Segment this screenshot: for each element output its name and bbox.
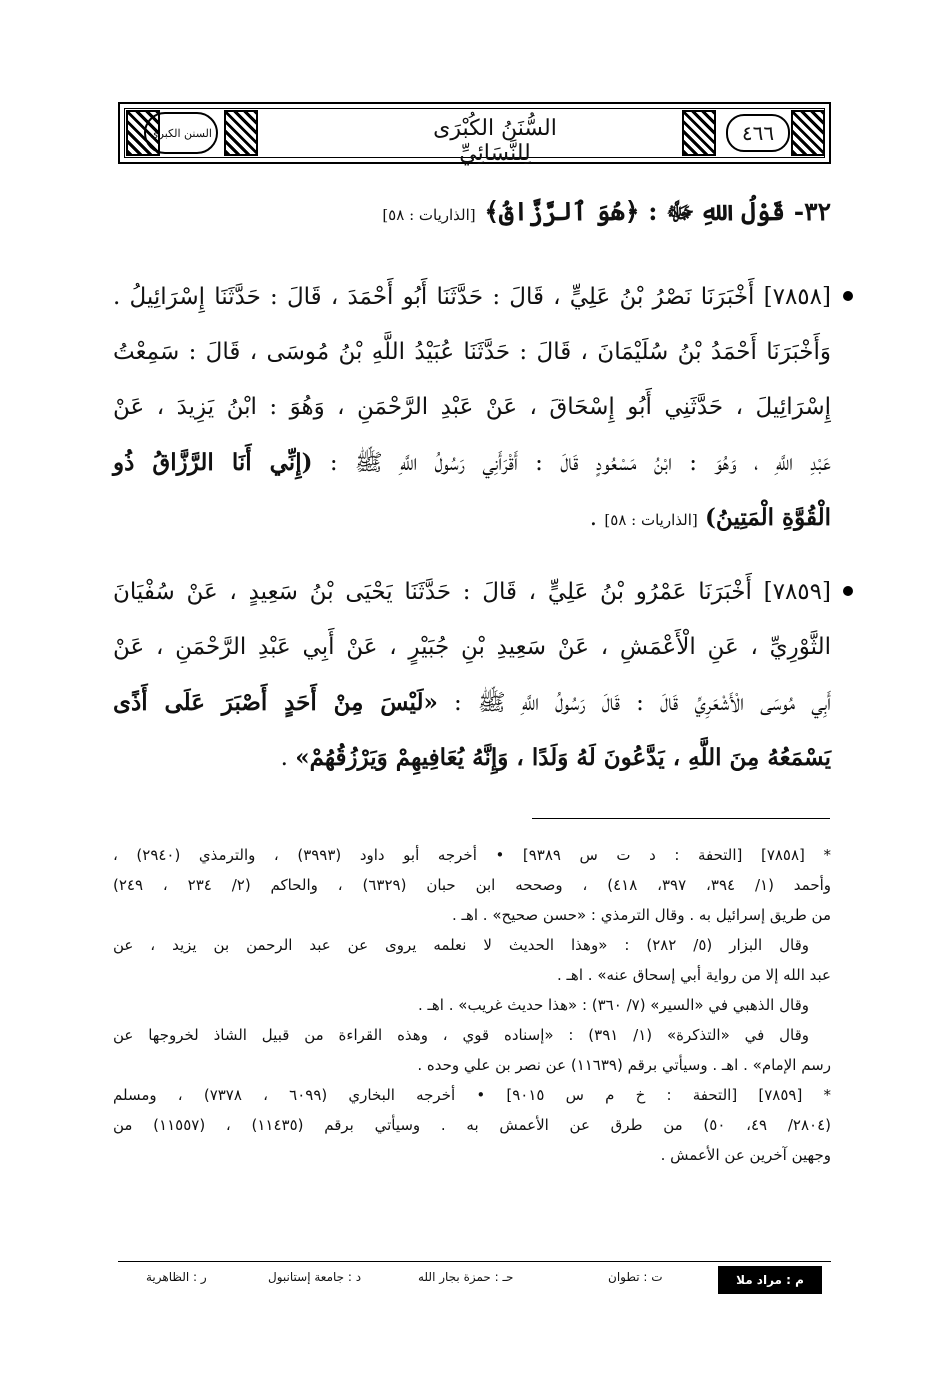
page-header [118, 102, 831, 164]
footnote-line: وقال الذهبي في «السير» (٧/ ٣٦٠) : «هذا حديث غريب» . اهـ . [417, 996, 809, 1014]
hadith-line [113, 675, 831, 730]
ornament-knot-icon [682, 110, 716, 156]
quran-quote: (إِنِّي أَنَا الرَّزَّاقُ ذُو [113, 449, 313, 476]
hadith-line [113, 730, 831, 785]
footer-separator [118, 1261, 831, 1262]
footnote-line: وقال البزار (٥/ ٢٨٢) : «وهذا الحديث لا نعلمه يروى عن عبد الرحمن بن يزيد ، عن [113, 936, 809, 954]
footnote-line: وقال في «التذكرة» (١/ ٣٩١) : «إسناده قوي ، وهذه القراءة من قبيل الشاذ لخروجها عن [113, 1026, 809, 1044]
hadith-7859 [113, 565, 831, 785]
page-number: ٤٦٦ [726, 114, 790, 152]
bullet-icon [843, 291, 853, 301]
manuscript-key [118, 1266, 831, 1294]
quran-quote: الْقُوَّةِ الْمَتِينُ) [705, 504, 831, 531]
hadith-line: [٧٨٥٩] أَخْبَرَنَا عَمْرُو بْنُ عَلِيٍّ ، قَالَ : حَدَّثَنَا يَحْيَى بْنُ سَعِيدٍ ، عَنْ سُفْيَانَ [113, 579, 831, 605]
footnote-line: وجهين آخرين عن الأعمش . [660, 1146, 831, 1164]
footnote-line: * [٧٨٥٩] [التحفة : خ م س ٩٠١٥] • أخرجه البخاري (٦٠٩٩ ، ٧٣٧٨) ، ومسلم [113, 1086, 831, 1104]
period: . [280, 745, 288, 771]
footnote-line: * [٧٨٥٨] [التحفة : د ت س ٩٣٨٩] • أخرجه أبو داود (٣٩٩٣) ، والترمذي (٢٩٤٠) ، [113, 846, 831, 864]
ornament-knot-icon [791, 110, 825, 156]
footnote-line: من طريق إسرائيل به . وقال الترمذي : «حسن صحيح» . اهـ . [452, 906, 831, 924]
manuscript-badge: م : مراد ملا [718, 1266, 822, 1294]
chapter-heading [118, 196, 831, 233]
manuscript-t: ت : تطوان [608, 1270, 663, 1284]
verse-ref: [الذاريات : ٥٨] [604, 511, 698, 529]
footnotes [113, 840, 831, 1170]
footnote-line: وأحمد (١/ ٣٩٤، ٣٩٧، ٤١٨) ، وصححه ابن حبان (٦٣٢٩) ، والحاكم (٢/ ٢٣٤ ، ٢٤٩) [113, 876, 832, 894]
hadith-text: أَبِي مُوسَى الْأَشْعَرِيِّ قَالَ : قَالَ رَسُولُ اللَّهِ ﷺ : [454, 690, 832, 716]
footnote-line: (٢٨٠٤/ ٤٩، ٥٠) من طرق عن الأعمش به . وسيأتي برقم (١١٤٣٥) ، (١١٥٥٧) من [113, 1116, 831, 1134]
hadith-line: إِسْرَائِيلَ ، حَدَّثَنِي أَبُو إِسْحَاقَ ، عَنْ عَبْدِ الرَّحْمَنِ ، وَهُوَ : ابْنُ يَزِيدَ ، عَنْ [113, 394, 831, 420]
book-title: السُّنَنُ الكُبْرَى لِلنَّسَائِيِّ [433, 116, 557, 166]
prophetic-quote: يَسْمَعُهُ مِنَ اللَّهِ ، يَدَّعُونَ لَهُ وَلَدًا ، وَإِنَّهُ يُعَافِيهِمْ وَيَرْزُقُهُمْ» [295, 744, 831, 771]
chapter-verse-ref: [الذاريات : ٥٨] [382, 206, 476, 224]
footnote-line: عبد الله إلا من رواية أبي إسحاق عنه» . اهـ . [557, 966, 831, 984]
hadith-line [113, 435, 831, 490]
hadith-line: الثَّوْرِيِّ ، عَنِ الْأَعْمَشِ ، عَنْ سَعِيدِ بْنِ جُبَيْرٍ ، عَنْ أَبِي عَبْدِ الرَّحْمَنِ ، عَنْ [113, 634, 831, 660]
ornament-knot-icon [224, 110, 258, 156]
bullet-icon [843, 586, 853, 596]
manuscript-h: حـ : حمزة بجار الله [418, 1270, 514, 1284]
hadith-7858 [113, 270, 831, 545]
footnote-line: رسم الإمام» . اهـ . وسيأتي برقم (١١٦٣٩) عن نصر بن علي وحده . [417, 1056, 831, 1074]
chapter-title: ٣٢- قَوْلُ اللهِ ﷻ : ﴿هُوَ ٱلرَّزَّاقُ﴾ [484, 197, 831, 226]
hadith-text: عَبْدِ اللَّهِ ، وَهُوَ : ابْنُ مَسْعُودٍ قَالَ : أَقْرَأَنِي رَسُولُ اللَّهِ ﷺ : [329, 450, 831, 476]
hadith-line: وَأَخْبَرَنَا أَحْمَدُ بْنُ سُلَيْمَانَ ، قَالَ : حَدَّثَنَا عُبَيْدُ اللَّهِ بْنُ مُوسَى ، قَالَ : سَمِعْتُ [113, 339, 831, 365]
book-seal: السنن الكبرى [144, 112, 218, 154]
prophetic-quote: «لَيْسَ مِنْ أَحَدٍ أَصْبَرَ عَلَى أَذًى [113, 689, 438, 716]
period: . [589, 505, 598, 531]
footnote-separator [532, 818, 830, 819]
hadith-line [113, 490, 831, 545]
manuscript-d: د : جامعة إستانبول [268, 1270, 362, 1284]
hadith-line: [٧٨٥٨] أَخْبَرَنَا نَصْرُ بْنُ عَلِيٍّ ، قَالَ : حَدَّثَنَا أَبُو أَحْمَدَ ، قَالَ : حَدَّثَنَا إِسْرَائِيلُ . [113, 284, 831, 310]
manuscript-r: ر : الظاهرية [146, 1270, 207, 1284]
